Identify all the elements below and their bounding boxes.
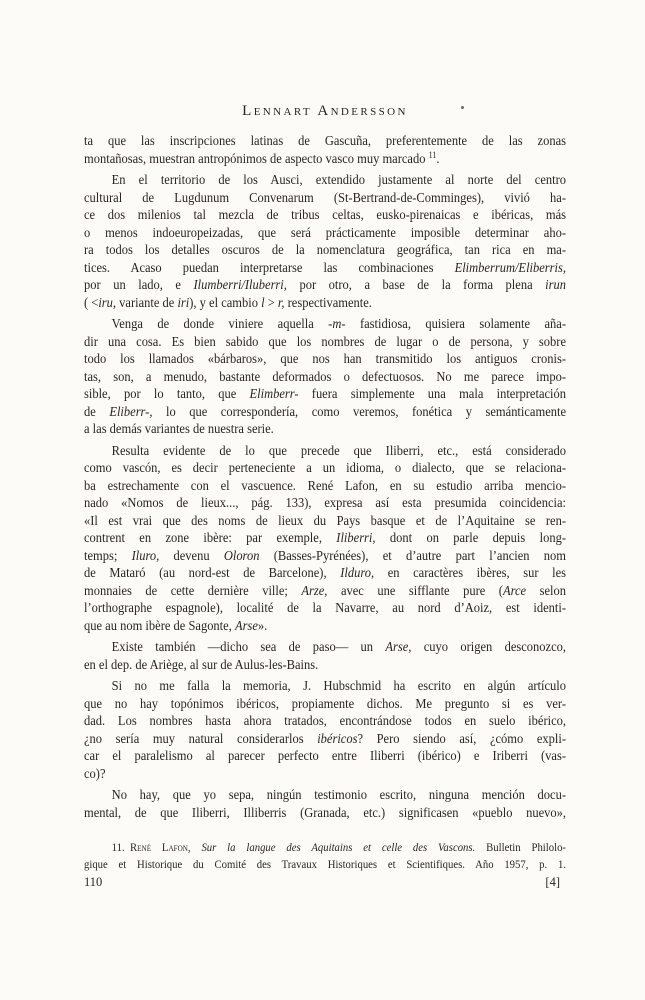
- text-line: [84, 295, 566, 313]
- text-segment: montañosas, muestran antropónimos de aspecto vasco muy marcado: [84, 151, 429, 167]
- text-segment: Oloron: [223, 548, 260, 564]
- text-segment: en el dep. de Ariège, al sur de Aulus-les-Bains.: [84, 657, 319, 673]
- text-segment: (Basses-Pyrénées), et d’autre part l’ancien nom: [259, 548, 566, 564]
- text-segment: por otro, a base de la forma plena: [286, 278, 546, 293]
- text-segment: de Mataró (au nord-est de Barcelone),: [84, 566, 341, 581]
- text-segment: Arce: [502, 583, 527, 599]
- text-line: [84, 277, 566, 295]
- text-segment: Si no me falla la memoria, J. Hubschmid ha escrito en algún artículo: [111, 679, 567, 694]
- text-segment: de: [84, 404, 110, 420]
- signature-number: [4]: [545, 875, 560, 889]
- text-line: [84, 787, 566, 805]
- text-segment: Venga de donde viniere aquella: [111, 317, 329, 332]
- text-segment: selon: [526, 583, 567, 599]
- text-segment: ? Pero siendo así, ¿cómo expli-: [357, 731, 567, 747]
- text-segment: ce dos milenios tal mezcla de tribus celtas, eusko-pirenaicas e ibéricas, más: [84, 208, 567, 223]
- text-segment: variante de: [116, 295, 178, 311]
- text-segment: Arze,: [301, 583, 328, 599]
- text-segment: mental, de que Iliberri, Illiberris (Granada, etc.) significasen «pueblo nuevo»,: [84, 805, 567, 821]
- text-line: [84, 600, 566, 618]
- text-segment: tas, son, a menudo, bastante deformados o defectuosos. No me parece impo-: [84, 369, 567, 385]
- text-line: [84, 133, 566, 151]
- text-segment: Existe también —dicho sea de paso— un: [111, 640, 386, 655]
- text-segment: car el paralelismo al parecer perfecto entre Iliberri (ibérico) e Iriberri (vas-: [84, 749, 567, 764]
- text-segment: gique et Historique du Comité des Travaux Historiques et Scientifiques. Año 1957, p. 1.: [84, 856, 567, 871]
- text-line: [84, 351, 566, 369]
- text-segment: en caractères ibères, sur les: [374, 566, 567, 581]
- text-line: [84, 225, 566, 243]
- text-segment: ra todos los detalles oscuros de la nomenclatura geográfica, tan rica en ma-: [84, 243, 567, 258]
- text-segment: devenu: [159, 548, 224, 564]
- text-line: [84, 696, 566, 714]
- text-segment: irun: [545, 278, 567, 293]
- paragraph: [84, 172, 566, 312]
- footnote: [84, 839, 566, 872]
- text-segment: iri: [177, 295, 190, 311]
- text-segment: fuera simplemente una mala interpretación: [298, 387, 567, 402]
- text-segment: dont on parle depuis long-: [375, 531, 566, 546]
- text-segment: Iliberri,: [336, 531, 376, 546]
- page-number: 110: [84, 875, 103, 889]
- text-line: [84, 713, 566, 731]
- text-line: [84, 334, 566, 352]
- text-segment: o menos indoeuropeizadas, que será prácticamente imposible determinar aho-: [84, 225, 567, 241]
- text-segment: como vascón, es decir perteneciente a un idioma, o dialecto, que se relaciona-: [84, 461, 567, 476]
- text-segment: cuyo origen desconozco,: [411, 640, 567, 655]
- text-segment: René Lafon,: [130, 840, 191, 854]
- text-segment: fastidiosa, quisiera solamente aña-: [345, 317, 566, 332]
- text-segment: que no hay topónimos ibéricos, propiamente dichos. Me pregunto si es ver-: [84, 696, 567, 712]
- text-segment: Eliberr-,: [109, 404, 153, 420]
- page-footer: [84, 875, 560, 890]
- text-segment: temps;: [84, 548, 132, 564]
- text-segment: contrent en zone ibère: par exemple,: [84, 531, 337, 546]
- text-segment: >: [264, 295, 278, 311]
- text-line: [84, 478, 566, 496]
- text-segment: ».: [257, 618, 268, 634]
- text-line: [84, 639, 566, 657]
- text-line: [84, 583, 566, 601]
- text-segment: dir una cosa. Es bien sabido que los nombres de lugar o de persona, y sobre: [84, 334, 567, 350]
- text-segment: Resulta evidente de lo que precede que Iliberri, etc., está considerado: [111, 443, 567, 459]
- text-segment: ), y el cambio: [189, 295, 262, 311]
- text-segment: -m-: [328, 317, 346, 332]
- text-segment: lo que correspondería, como veremos, fonética y semánticamente: [152, 404, 567, 420]
- text-segment: a las demás variantes de nuestra serie.: [84, 422, 274, 437]
- text-segment: Arse,: [385, 640, 412, 655]
- text-segment: .: [436, 151, 440, 167]
- text-segment: En el territorio de los Ausci, extendido justamente al norte del centro: [111, 173, 567, 188]
- text-segment: ( <: [84, 295, 99, 311]
- text-line: [84, 242, 566, 260]
- text-segment: avec une sifflante pure (: [327, 583, 503, 599]
- text-line: [84, 748, 566, 766]
- text-segment: por un lado, e: [84, 278, 194, 293]
- text-segment: ibéricos: [317, 731, 358, 747]
- text-line: [84, 856, 566, 873]
- text-segment: «Il est vrai que des noms de lieux du Pays basque et de l’Aquitaine se ren-: [84, 513, 567, 529]
- paragraph: [84, 787, 566, 822]
- text-segment: r,: [277, 295, 285, 311]
- paragraph: [84, 839, 566, 872]
- text-line: [84, 731, 566, 749]
- text-segment: Iluro,: [131, 548, 160, 564]
- footnote-reference: 11: [428, 149, 437, 160]
- text-line: [84, 172, 566, 190]
- text-segment: iru,: [98, 295, 117, 311]
- text-segment: Elimberrum/Eliberris,: [454, 260, 567, 276]
- text-line: [84, 618, 566, 636]
- text-line: [84, 404, 566, 422]
- text-line: [84, 421, 566, 439]
- text-segment: ba estrechamente con el vascuence. René Lafon, en su estudio arriba mencio-: [84, 478, 567, 494]
- paragraph: [84, 443, 566, 636]
- paragraph: [84, 133, 566, 168]
- text-line: [84, 190, 566, 208]
- text-line: [84, 260, 566, 278]
- text-line: [84, 548, 566, 566]
- text-segment: No hay, que yo sepa, ningún testimonio escrito, ninguna mención docu-: [111, 788, 567, 803]
- paragraph: [84, 639, 566, 674]
- text-line: [84, 207, 566, 225]
- text-line: [84, 316, 566, 334]
- text-line: [84, 565, 566, 583]
- text-line: [84, 766, 566, 784]
- text-line: [84, 657, 566, 675]
- paragraph: [84, 316, 566, 439]
- text-line: [84, 513, 566, 531]
- text-segment: [191, 840, 202, 854]
- text-segment: Ilduro,: [340, 566, 375, 581]
- text-line: [84, 151, 566, 169]
- text-line: [84, 495, 566, 513]
- text-segment: que au nom ibère de Sagonte,: [84, 618, 235, 634]
- text-segment: ¿no sería muy natural considerarlos: [84, 731, 318, 747]
- body-text: [84, 133, 566, 822]
- text-segment: l: [261, 295, 265, 311]
- text-segment: tices. Acaso puedan interpretarse las combinaciones: [84, 260, 455, 276]
- paragraph: [84, 678, 566, 783]
- text-line: [84, 460, 566, 478]
- text-segment: dad. Los nombres hasta ahora tratados, encontrándose todos en suelo ibérico,: [84, 714, 567, 729]
- text-segment: Bulletin Philolo-: [475, 840, 567, 854]
- text-segment: Ilumberri/Iluberri,: [193, 278, 287, 293]
- text-line: [84, 369, 566, 387]
- text-segment: ta que las inscripciones latinas de Gascuña, preferentemente de las zonas: [84, 134, 567, 149]
- text-line: [84, 805, 566, 823]
- text-line: [84, 530, 566, 548]
- text-segment: monnaies de cette dernière ville;: [84, 583, 302, 599]
- text-segment: respectivamente.: [284, 295, 372, 311]
- text-line: [84, 678, 566, 696]
- text-line: [84, 386, 566, 404]
- text-line: [84, 839, 566, 856]
- text-segment: Sur la langue des Aquitains et celle des Vascons.: [201, 840, 476, 854]
- text-segment: cultural de Lugdunum Convenarum (St-Bertrand-de-Comminges), vivió ha-: [84, 190, 567, 206]
- text-segment: Arse: [234, 618, 258, 634]
- text-segment: nado «Nomos de lieux..., pág. 133), expresa así esta presumida coincidencia:: [84, 496, 567, 511]
- text-segment: co)?: [84, 766, 106, 782]
- text-segment: sible, por lo tanto, que: [84, 387, 250, 402]
- text-segment: 11.: [111, 840, 131, 854]
- text-segment: todo los llamados «bárbaros», que nos han transmitido los antiguos cronis-: [84, 352, 567, 367]
- running-header-author: Lennart Andersson: [242, 103, 408, 119]
- text-segment: l’orthographe espagnole), localité de la Navarre, au nord d’Aoiz, est identi-: [84, 601, 567, 616]
- text-segment: Elimberr-: [249, 387, 299, 402]
- text-line: [84, 443, 566, 461]
